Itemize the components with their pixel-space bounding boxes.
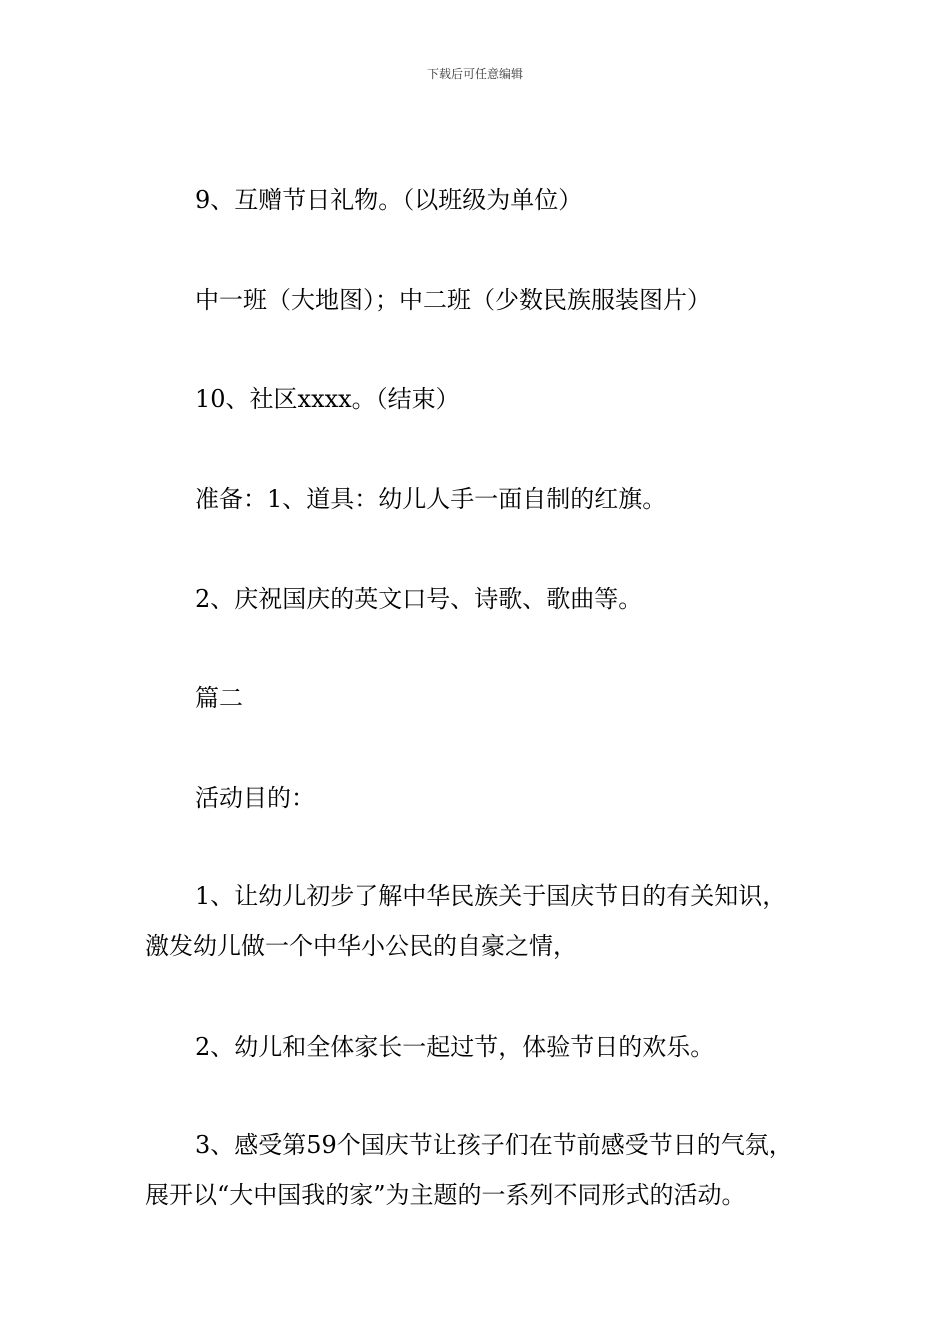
paragraph-line: 中一班（大地图）；中二班（少数民族服装图片） xyxy=(195,286,711,314)
paragraph-line: 2、幼儿和全体家长一起过节，体验节日的欢乐。 xyxy=(195,1033,715,1061)
paragraph-preparation xyxy=(145,474,835,524)
page-header: 下载后可任意编辑 xyxy=(426,67,523,81)
paragraph-line: 9、互赠节日礼物。（以班级为单位） xyxy=(195,186,583,214)
paragraph-line: 2、庆祝国庆的英文口号、诗歌、歌曲等。 xyxy=(195,585,643,613)
paragraph-activity-goals xyxy=(145,773,835,823)
section-heading-part-two xyxy=(145,673,835,723)
paragraph-community xyxy=(145,374,835,424)
paragraph-goal-one xyxy=(145,871,835,971)
paragraph-class-gifts xyxy=(145,275,835,325)
paragraph-slogans xyxy=(145,574,835,624)
paragraph-goal-three xyxy=(145,1120,835,1220)
paragraph-line: 展开以“大中国我的家”为主题的一系列不同形式的活动。 xyxy=(145,1181,746,1209)
paragraph-line: 10、社区xxxx。（结束） xyxy=(195,385,460,413)
paragraph-line: 1、让幼儿初步了解中华民族关于国庆节日的有关知识， xyxy=(195,882,787,910)
paragraph-line: 激发幼儿做一个中华小公民的自豪之情， xyxy=(145,932,577,960)
paragraph-line: 准备：1、道具：幼儿人手一面自制的红旗。 xyxy=(195,485,667,513)
paragraph-goal-two xyxy=(145,1022,835,1072)
paragraph-line: 篇二 xyxy=(195,684,243,712)
paragraph-gift-exchange xyxy=(145,175,835,225)
paragraph-line: 活动目的： xyxy=(195,784,315,812)
paragraph-line: 3、感受第59个国庆节让孩子们在节前感受节日的气氛， xyxy=(195,1131,793,1159)
